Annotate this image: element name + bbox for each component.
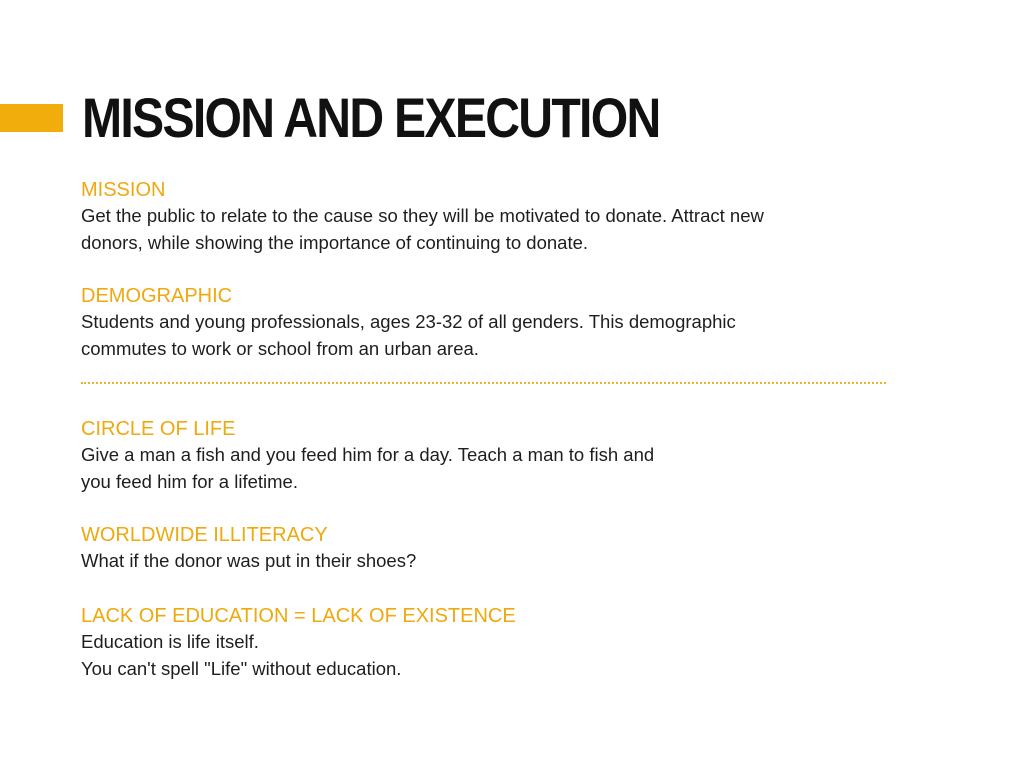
title-accent-bar [0,104,63,132]
section-heading-worldwide-illiteracy: WORLDWIDE ILLITERACY [81,524,328,546]
section-lack-of-education [81,604,901,682]
section-text-line: Education is life itself. [81,631,259,652]
section-circle-of-life [81,417,901,495]
section-mission [81,178,901,256]
section-text-line: You can't spell "Life" without education. [81,658,402,679]
section-heading-mission: MISSION [81,179,166,201]
section-text-line: donors, while showing the importance of continuing to donate. [81,232,589,253]
page-title: MISSION AND EXECUTION [82,86,660,149]
section-heading-demographic: DEMOGRAPHIC [81,285,233,307]
section-demographic [81,284,901,362]
section-text-line: What if the donor was put in their shoes? [81,550,417,571]
section-text-line: Get the public to relate to the cause so they will be motivated to donate. Attract new [81,205,764,226]
section-text-line: commutes to work or school from an urban area. [81,338,479,359]
section-text-line: you feed him for a lifetime. [81,471,298,492]
section-text-line: Give a man a fish and you feed him for a day. Teach a man to fish and [81,444,655,465]
section-heading-lack-of-education: LACK OF EDUCATION = LACK OF EXISTENCE [81,605,516,627]
section-heading-circle-of-life: CIRCLE OF LIFE [81,418,236,440]
section-text-line: Students and young professionals, ages 23-32 of all genders. This demographic [81,311,736,332]
section-worldwide-illiteracy [81,523,901,574]
dotted-divider [81,382,886,384]
